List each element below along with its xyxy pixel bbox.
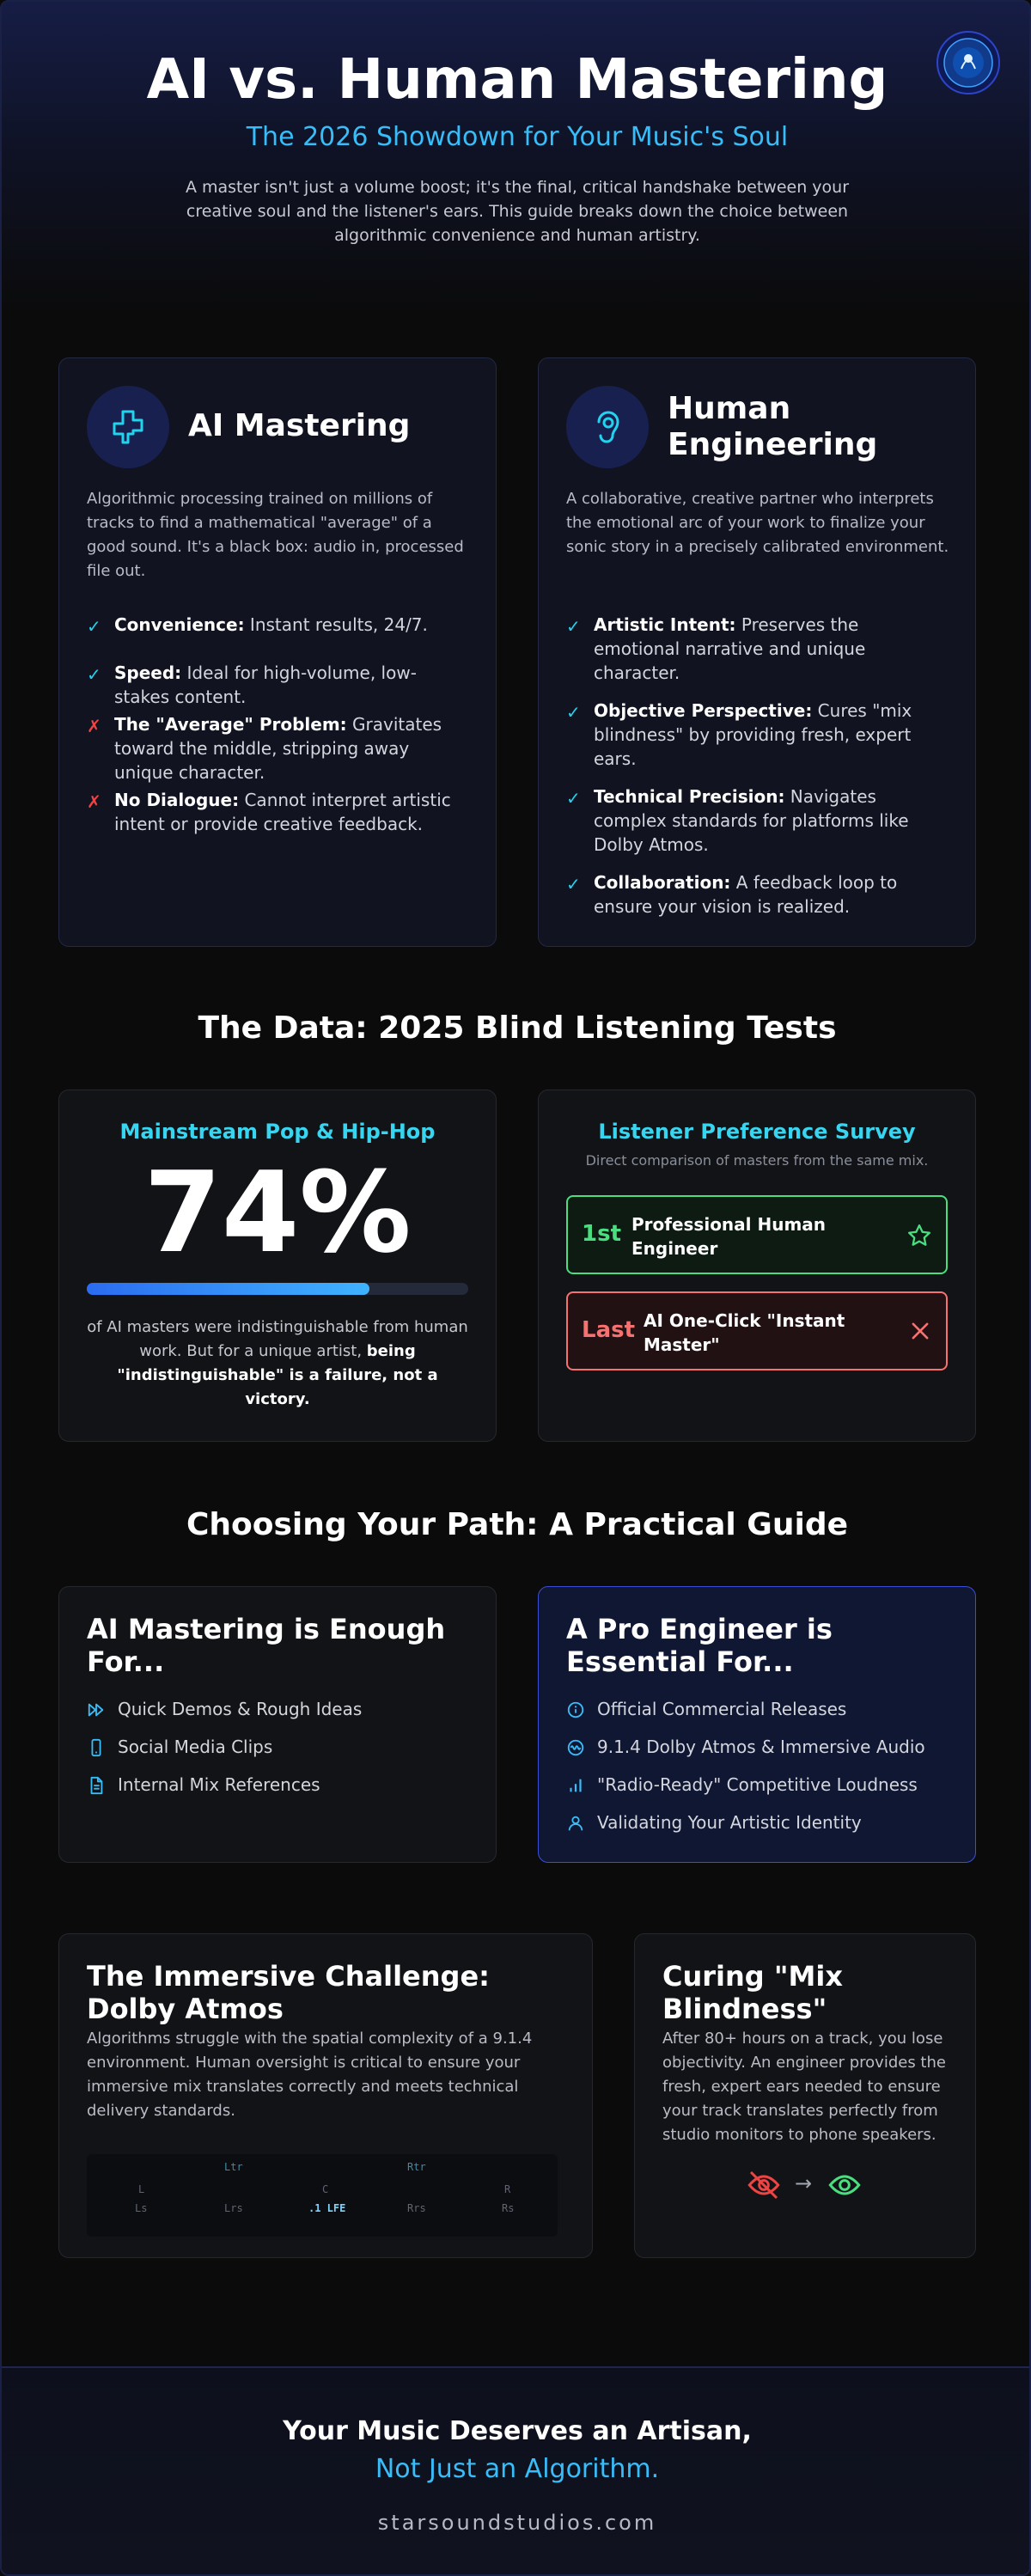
cross-icon: ✗ bbox=[87, 716, 101, 736]
studio-seal-icon bbox=[935, 29, 1002, 96]
stat-progress-track bbox=[87, 1283, 468, 1295]
footer bbox=[2, 2366, 1031, 2576]
guide-item-loudness: "Radio-Ready" Competitive Loudness bbox=[566, 1773, 944, 1798]
document-icon bbox=[87, 1776, 106, 1795]
human-point-artistic-intent: Artistic Intent: Preserves the emotional narrative and unique character. bbox=[594, 614, 866, 683]
channel-rtr: Rtr bbox=[407, 2161, 426, 2173]
stat-title: Mainstream Pop & Hip-Hop bbox=[119, 1120, 436, 1144]
waveform-icon bbox=[566, 1738, 585, 1757]
stat-value: 74% bbox=[143, 1147, 412, 1278]
fast-forward-icon bbox=[87, 1700, 106, 1719]
check-icon: ✓ bbox=[566, 874, 581, 894]
ai-point-no-dialogue: No Dialogue: Cannot interpret artistic intent or provide creative feedback. bbox=[114, 790, 451, 834]
channel-ltr: Ltr bbox=[224, 2161, 243, 2173]
page-intro: A master isn't just a volume boost; it's the final, critical handshake between your creative soul and the listener's ears. This guide breaks down the choice between algorithmic convenience and human artistry. bbox=[185, 178, 850, 245]
channel-ls: Ls bbox=[135, 2202, 148, 2214]
human-point-collaboration: Collaboration: A feedback loop to ensure your vision is realized. bbox=[594, 872, 898, 917]
atmos-channel-map bbox=[87, 2154, 558, 2237]
guide-item-references: Internal Mix References bbox=[87, 1773, 465, 1798]
check-icon: ✓ bbox=[566, 788, 581, 809]
check-icon: ✓ bbox=[566, 616, 581, 637]
footer-headline: Your Music Deserves an Artisan, bbox=[283, 2416, 752, 2446]
human-card-title: Human Engineering bbox=[668, 391, 878, 462]
chip-icon bbox=[106, 405, 150, 449]
ai-enough-card bbox=[58, 1586, 497, 1863]
guide-item-releases: Official Commercial Releases bbox=[566, 1697, 944, 1723]
rank-last-label: Last bbox=[582, 1317, 636, 1343]
guide-item-identity: Validating Your Artistic Identity bbox=[566, 1810, 944, 1836]
channel-lfe: .1 LFE bbox=[308, 2202, 346, 2214]
rank-last bbox=[566, 1291, 948, 1370]
ai-card-description: Algorithmic processing trained on millions of tracks to find a mathematical "average" of a good sound. It's a black box: audio in, processed file out. bbox=[87, 490, 464, 580]
check-icon: ✓ bbox=[87, 616, 101, 637]
mix-blindness-title: Curing "Mix Blindness" bbox=[662, 1960, 843, 2025]
channel-c: C bbox=[322, 2183, 329, 2195]
human-point-precision: Technical Precision: Navigates complex standards for platforms like Dolby Atmos. bbox=[594, 786, 909, 855]
human-engineering-card bbox=[538, 357, 976, 947]
channel-rs: Rs bbox=[502, 2202, 515, 2214]
page-subtitle: The 2026 Showdown for Your Music's Soul bbox=[246, 122, 789, 152]
stat-progress-fill bbox=[87, 1283, 369, 1295]
check-icon: ✓ bbox=[87, 664, 101, 685]
rank-first-label: 1st bbox=[582, 1221, 621, 1247]
mix-blindness-description: After 80+ hours on a track, you lose objectivity. An engineer provides the fresh, expert ears needed to ensure your track translates perfectly from studio monitors to phone speakers. bbox=[662, 2030, 946, 2144]
guide-section-heading: Choosing Your Path: A Practical Guide bbox=[186, 1507, 849, 1542]
channel-l: L bbox=[138, 2183, 145, 2195]
human-card-description: A collaborative, creative partner who interprets the emotional arc of your work to finalize your sonic story in a precisely calibrated environment. bbox=[566, 490, 949, 556]
ai-point-average: The "Average" Problem: Gravitates toward the middle, stripping away unique character. bbox=[114, 714, 442, 783]
ai-enough-title: AI Mastering is Enough For... bbox=[87, 1613, 446, 1678]
eye-off-icon bbox=[747, 2168, 781, 2202]
bar-chart-icon bbox=[566, 1776, 585, 1795]
channel-rrs: Rrs bbox=[407, 2202, 426, 2214]
survey-subtitle: Direct comparison of masters from the same mix. bbox=[585, 1152, 929, 1169]
human-icon-badge bbox=[566, 386, 649, 468]
smartphone-icon bbox=[87, 1738, 106, 1757]
footer-tagline: Not Just an Algorithm. bbox=[375, 2454, 660, 2484]
stat-card bbox=[58, 1090, 497, 1442]
rank-first bbox=[566, 1195, 948, 1274]
immersive-description: Algorithms struggle with the spatial complexity of a 9.1.4 environment. Human oversight is critical to ensure your immersive mix translates correctly and meets technical delivery standards. bbox=[87, 2030, 533, 2120]
stat-caption: of AI masters were indistinguishable from human work. But for a unique artist, being "indistinguishable" is a failure, not a victory. bbox=[87, 1318, 468, 1408]
data-section-heading: The Data: 2025 Blind Listening Tests bbox=[198, 1010, 837, 1046]
rank-last-text: AI One-Click "Instant Master" bbox=[644, 1310, 845, 1355]
pro-essential-title: A Pro Engineer is Essential For... bbox=[566, 1613, 833, 1678]
star-icon bbox=[906, 1223, 932, 1248]
ai-point-speed: Speed: Ideal for high-volume, low-stakes content. bbox=[114, 662, 417, 707]
guide-item-demos: Quick Demos & Rough Ideas bbox=[87, 1697, 465, 1723]
human-point-objective: Objective Perspective: Cures "mix blindness" by providing fresh, expert ears. bbox=[594, 700, 912, 769]
guide-item-atmos: 9.1.4 Dolby Atmos & Immersive Audio bbox=[566, 1735, 944, 1761]
x-icon bbox=[908, 1319, 932, 1343]
mix-blindness-card bbox=[634, 1933, 976, 2258]
page-title: AI vs. Human Mastering bbox=[146, 48, 888, 112]
footer-site-link[interactable]: starsoundstudios.com bbox=[377, 2511, 657, 2535]
arrow-icon: → bbox=[795, 2171, 813, 2195]
guide-item-social: Social Media Clips bbox=[87, 1735, 465, 1761]
survey-title: Listener Preference Survey bbox=[598, 1120, 916, 1144]
ear-icon bbox=[585, 405, 630, 449]
ai-point-convenience: Convenience: Instant results, 24/7. bbox=[114, 614, 428, 635]
pro-essential-card bbox=[538, 1586, 976, 1863]
immersive-title: The Immersive Challenge: Dolby Atmos bbox=[87, 1960, 490, 2025]
eye-icon bbox=[827, 2168, 862, 2202]
ai-mastering-card bbox=[58, 357, 497, 947]
ai-icon-badge bbox=[87, 386, 169, 468]
survey-card bbox=[538, 1090, 976, 1442]
info-icon bbox=[566, 1700, 585, 1719]
check-icon: ✓ bbox=[566, 702, 581, 723]
ai-card-title: AI Mastering bbox=[188, 408, 411, 443]
immersive-card bbox=[58, 1933, 593, 2258]
user-icon bbox=[566, 1814, 585, 1833]
cross-icon: ✗ bbox=[87, 791, 101, 812]
channel-r: R bbox=[504, 2183, 511, 2195]
rank-first-text: Professional Human Engineer bbox=[631, 1214, 827, 1259]
channel-lrs: Lrs bbox=[224, 2202, 243, 2214]
